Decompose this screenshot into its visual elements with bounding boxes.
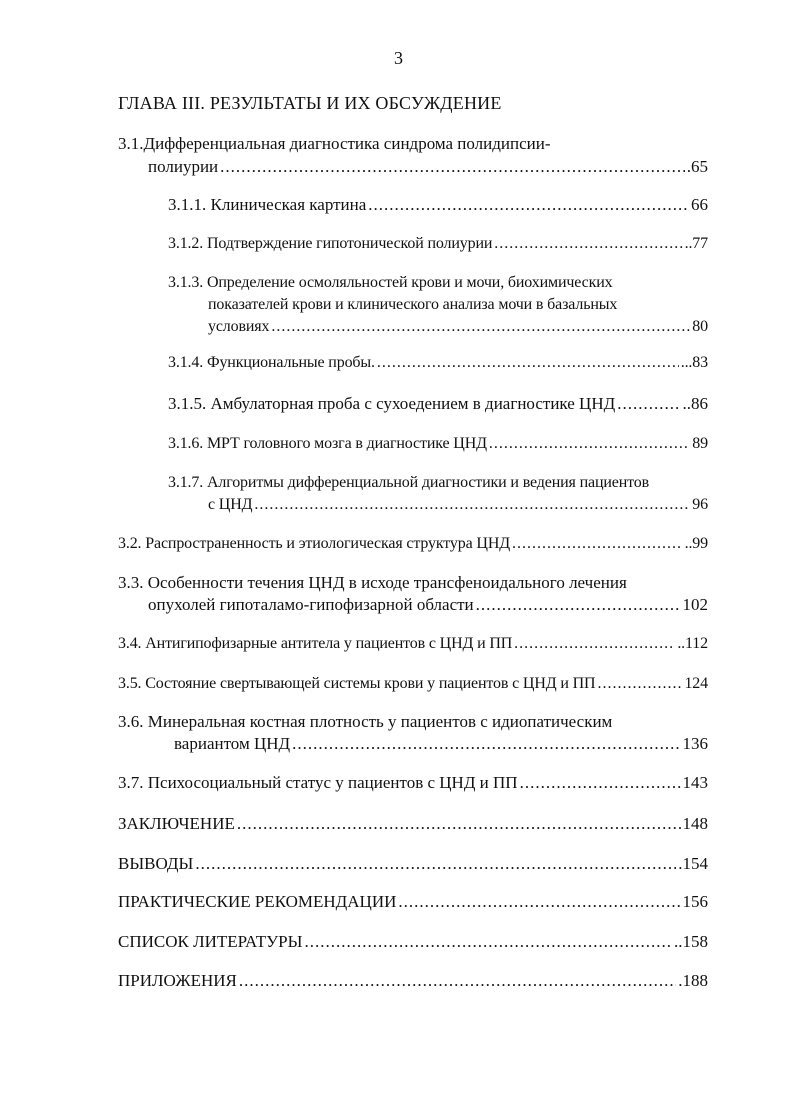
toc-entry-3-1-5-page: ..86 bbox=[682, 394, 708, 413]
toc-entry-3-5-page: 124 bbox=[684, 675, 708, 692]
toc-entry-3-1-1-page: 66 bbox=[691, 195, 708, 214]
toc-entry-3-1-7-line2: с ЦНД bbox=[208, 496, 253, 513]
toc-entry-recommendations-page: 156 bbox=[682, 892, 708, 911]
toc-entry-3-3-page: 102 bbox=[682, 595, 708, 614]
toc-entry-findings bbox=[118, 853, 708, 875]
dot-leader bbox=[368, 194, 689, 216]
toc-entry-3-5-text: 3.5. Состояние свертывающей системы крови у пациентов с ЦНД и ПП bbox=[118, 675, 596, 692]
dot-leader bbox=[195, 853, 676, 875]
toc-entry-references-page: ..158 bbox=[674, 932, 708, 951]
toc-entry-findings-page: .154 bbox=[678, 854, 708, 873]
toc-entry-3-1-6-page: 89 bbox=[692, 435, 708, 452]
toc-entry-3-1-6 bbox=[168, 433, 708, 455]
dot-leader bbox=[398, 891, 680, 913]
dot-leader bbox=[237, 813, 681, 835]
toc-entry-conclusion bbox=[118, 813, 708, 835]
toc-entry-recommendations bbox=[118, 891, 708, 913]
toc-entry-3-1-2-text: 3.1.2. Подтверждение гипотонической полиурии bbox=[168, 235, 493, 252]
toc-entry-references bbox=[118, 931, 708, 953]
dot-leader bbox=[220, 156, 685, 178]
toc-entry-3-2 bbox=[118, 533, 708, 555]
toc-entry-3-7-page: 143 bbox=[682, 773, 708, 792]
toc-entry-conclusion-page: 148 bbox=[682, 814, 708, 833]
toc-entry-recommendations-text: ПРАКТИЧЕСКИЕ РЕКОМЕНДАЦИИ bbox=[118, 892, 397, 911]
dot-leader bbox=[292, 733, 680, 755]
toc-entry-3-1-3-line1: 3.1.3. Определение осмоляльностей крови и мочи, биохимических bbox=[168, 274, 613, 291]
toc-entry-3-1-5 bbox=[168, 393, 708, 415]
toc-entry-appendices bbox=[118, 970, 708, 992]
toc-entry-3-1-4-text: 3.1.4. Функциональные пробы. bbox=[168, 354, 375, 371]
toc-entry-3-1-7 bbox=[168, 472, 708, 516]
toc-entry-3-3-line2: опухолей гипоталамо-гипофизарной области bbox=[148, 595, 474, 614]
dot-leader bbox=[489, 433, 690, 455]
toc-entry-3-1-4-page: ...83 bbox=[680, 354, 708, 371]
dot-leader bbox=[271, 316, 690, 338]
toc-entry-3-1-3-line2: показателей крови и клинического анализа мочи в базальных bbox=[208, 296, 618, 313]
toc-entry-3-1-1 bbox=[168, 194, 708, 216]
toc-entry-3-1 bbox=[118, 133, 708, 178]
toc-entry-3-1-5-text: 3.1.5. Амбулаторная проба с сухоедением в диагностике ЦНД bbox=[168, 394, 616, 413]
toc-entry-3-6 bbox=[118, 711, 708, 755]
toc-entry-findings-text: ВЫВОДЫ bbox=[118, 854, 194, 873]
toc-entry-3-1-line2: полиурии bbox=[148, 157, 219, 176]
toc-entry-3-2-text: 3.2. Распространенность и этиологическая структура ЦНД bbox=[118, 535, 511, 552]
toc-entry-3-7 bbox=[118, 772, 708, 794]
dot-leader bbox=[617, 393, 680, 415]
toc-entry-3-1-3-page: 80 bbox=[692, 318, 708, 335]
toc-entry-appendices-page: .188 bbox=[678, 971, 708, 990]
dot-leader bbox=[304, 931, 672, 953]
toc-entry-3-4 bbox=[118, 633, 708, 655]
dot-leader bbox=[239, 970, 676, 992]
toc-entry-3-4-page: ..112 bbox=[677, 635, 708, 652]
toc-entry-3-6-line1: 3.6. Минеральная костная плотность у пациентов с идиопатическим bbox=[118, 712, 613, 731]
dot-leader bbox=[254, 494, 690, 516]
toc-entry-3-1-7-page: 96 bbox=[692, 496, 708, 513]
toc-entry-3-4-text: 3.4. Антигипофизарные антитела у пациентов с ЦНД и ПП bbox=[118, 635, 513, 652]
toc-entry-3-2-page: ..99 bbox=[684, 535, 708, 552]
toc-entry-3-1-6-text: 3.1.6. МРТ головного мозга в диагностике ЦНД bbox=[168, 435, 487, 452]
page-number: 3 bbox=[394, 48, 403, 68]
dot-leader bbox=[514, 633, 675, 655]
dot-leader bbox=[512, 533, 683, 555]
toc-entry-conclusion-text: ЗАКЛЮЧЕНИЕ bbox=[118, 814, 235, 833]
toc-entry-3-3 bbox=[118, 572, 708, 616]
chapter-title: ГЛАВА III. РЕЗУЛЬТАТЫ И ИХ ОБСУЖДЕНИЕ bbox=[118, 93, 502, 113]
toc-entry-3-7-text: 3.7. Психосоциальный статус у пациентов с ЦНД и ПП bbox=[118, 773, 518, 792]
toc-entry-3-1-line1: 3.1.Дифференциальная диагностика синдрома полидипсии- bbox=[118, 134, 551, 153]
toc-entry-3-1-3 bbox=[168, 272, 708, 338]
toc-entry-3-6-line2: вариантом ЦНД bbox=[174, 734, 291, 753]
dot-leader bbox=[597, 673, 682, 695]
dot-leader bbox=[520, 772, 681, 794]
toc-entry-3-1-1-text: 3.1.1. Клиническая картина bbox=[168, 195, 367, 214]
dot-leader bbox=[476, 594, 681, 616]
toc-entry-3-6-page: 136 bbox=[682, 734, 708, 753]
dot-leader bbox=[377, 352, 679, 374]
toc-entry-3-1-7-line1: 3.1.7. Алгоритмы дифференциальной диагностики и ведения пациентов bbox=[168, 474, 650, 491]
toc-entry-appendices-text: ПРИЛОЖЕНИЯ bbox=[118, 971, 237, 990]
toc-entry-3-1-3-line3: условиях bbox=[208, 318, 270, 335]
dot-leader bbox=[494, 233, 682, 255]
toc-entry-3-5 bbox=[118, 673, 708, 695]
toc-entry-3-1-4 bbox=[168, 352, 708, 374]
toc-entry-references-text: СПИСОК ЛИТЕРАТУРЫ bbox=[118, 932, 303, 951]
toc-entry-3-1-page: .65 bbox=[686, 157, 708, 176]
toc-entry-3-1-2 bbox=[168, 233, 708, 255]
toc-entry-3-1-2-page: ..77 bbox=[684, 235, 708, 252]
toc-entry-3-3-line1: 3.3. Особенности течения ЦНД в исходе трансфеноидального лечения bbox=[118, 573, 627, 592]
